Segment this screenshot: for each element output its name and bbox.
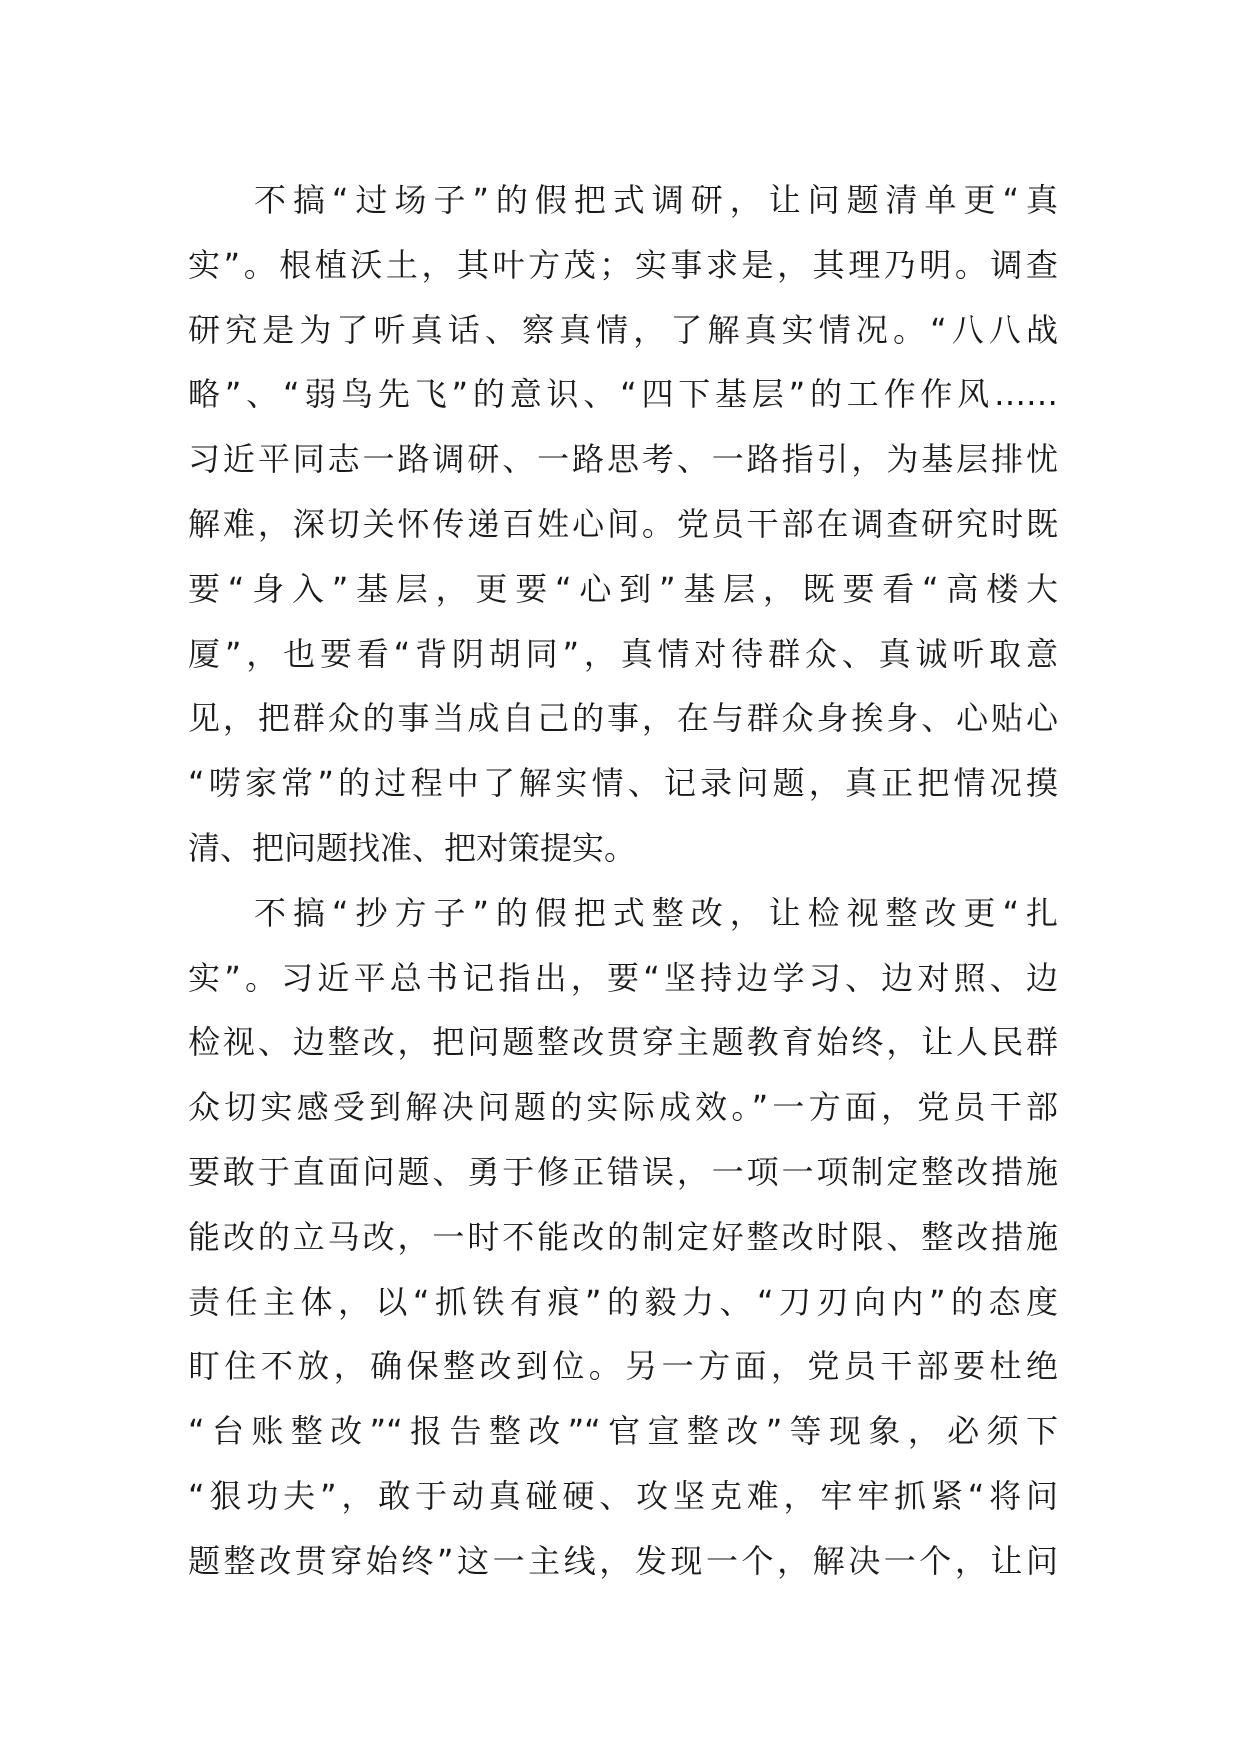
text-line: 略”、“弱鸟先飞”的意识、“四下基层”的工作作风…… — [188, 375, 1058, 414]
text-line: “狠功夫”，敢于动真碰硬、攻坚克难，牢牢抓紧“将问 — [188, 1476, 1058, 1515]
text-line: 要敢于直面问题、勇于修正错误，一项一项制定整改措施 — [188, 1152, 1058, 1191]
text-line: 不搞“抄方子”的假把式整改，让检视整改更“扎 — [254, 893, 1058, 932]
text-line: 习近平同志一路调研、一路思考、一路指引，为基层排忧 — [188, 440, 1058, 479]
paragraph-research — [188, 168, 1058, 881]
text-line: 责任主体，以“抓铁有痕”的毅力、“刀刃向内”的态度 — [188, 1282, 1058, 1321]
text-line: “台账整改”“报告整改”“官宣整改”等现象，必须下 — [188, 1412, 1058, 1451]
text-line: 能改的立马改，一时不能改的制定好整改时限、整改措施 — [188, 1217, 1058, 1256]
text-line: 实”。根植沃土，其叶方茂；实事求是，其理乃明。调查 — [188, 245, 1058, 284]
text-line: 不搞“过场子”的假把式调研，让问题清单更“真 — [254, 181, 1058, 219]
text-line: “唠家常”的过程中了解实情、记录问题，真正把情况摸 — [188, 764, 1058, 803]
text-line: 清、把问题找准、把对策提实。 — [188, 828, 637, 867]
text-line: 众切实感受到解决问题的实际成效。”一方面，党员干部 — [188, 1088, 1058, 1127]
text-line: 解难，深切关怀传递百姓心间。党员干部在调查研究时既 — [188, 504, 1058, 543]
text-line: 研究是为了听真话、察真情，了解真实情况。“八八战 — [188, 310, 1058, 349]
text-line: 厦”，也要看“背阴胡同”，真情对待群众、真诚听取意 — [188, 634, 1058, 673]
text-line: 检视、边整改，把问题整改贯穿主题教育始终，让人民群 — [188, 1023, 1058, 1062]
paragraph-rectification — [188, 881, 1058, 1594]
text-line: 要“身入”基层，更要“心到”基层，既要看“高楼大 — [188, 569, 1058, 608]
text-line: 实”。习近平总书记指出，要“坚持边学习、边对照、边 — [188, 958, 1058, 997]
document-body — [188, 168, 1058, 1594]
text-line: 盯住不放，确保整改到位。另一方面，党员干部要杜绝 — [188, 1347, 1058, 1386]
text-line: 题整改贯穿始终”这一主线，发现一个，解决一个，让问 — [188, 1541, 1058, 1580]
text-line: 见，把群众的事当成自己的事，在与群众身挨身、心贴心 — [188, 699, 1058, 738]
